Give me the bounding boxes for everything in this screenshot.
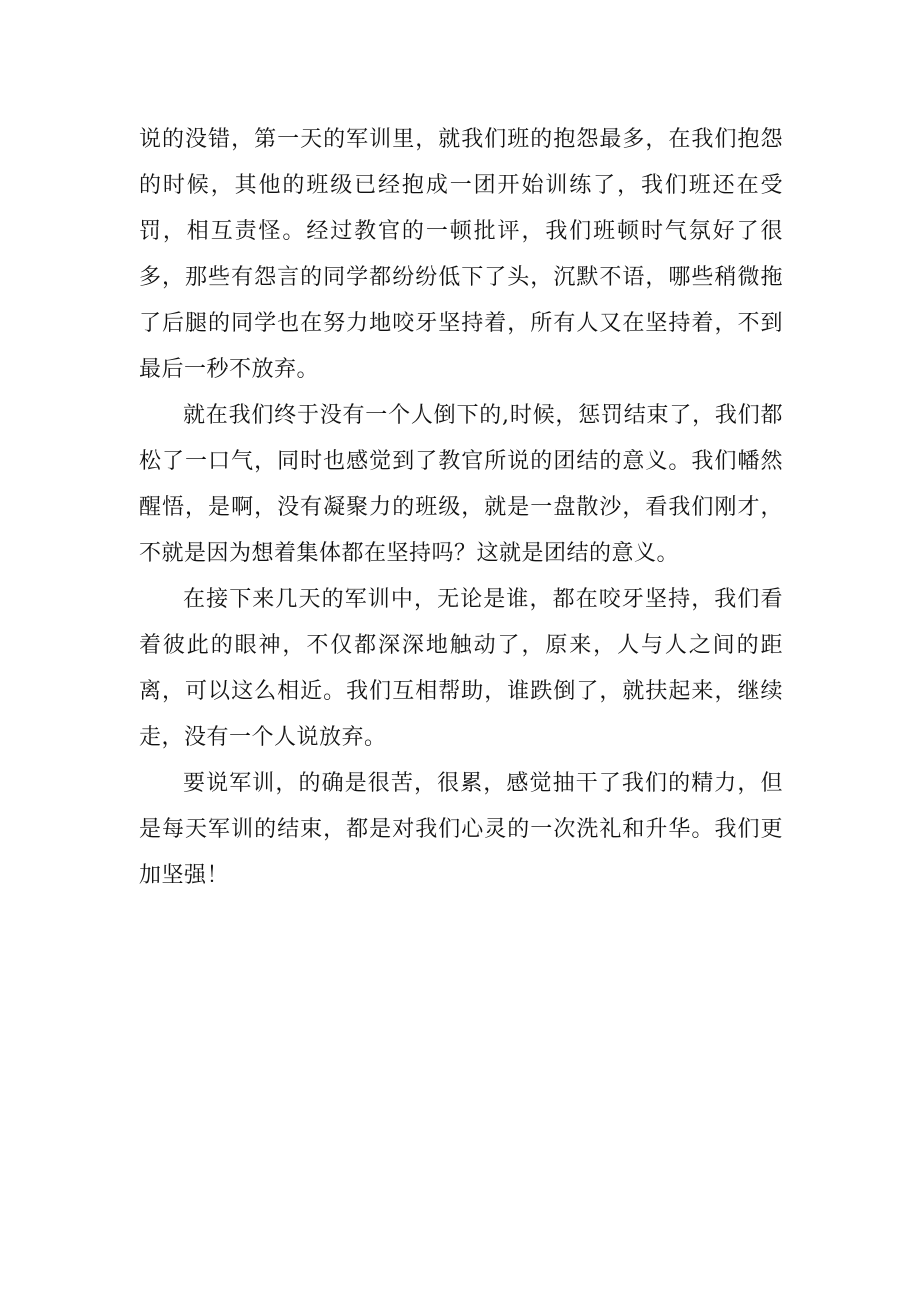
paragraph-4: 要说军训，的确是很苦，很累，感觉抽干了我们的精力，但是每天军训的结束，都是对我们心灵的一次洗礼和升华。我们更加坚强！ [139,771,783,888]
paragraph-1: 说的没错，第一天的军训里，就我们班的抱怨最多，在我们抱怨的时候，其他的班级已经抱成一团开始训练了，我们班还在受罚，相互责怪。经过教官的一顿批评，我们班顿时气氛好了很多，那些有怨言的同学都纷纷低下了头，沉默不语，哪些稍微拖了后腿的同学也在努力地咬牙坚持着，所有人又在坚持着，不到最后一秒不放弃。 [139,127,783,382]
document-body [139,117,783,899]
paragraph-2: 就在我们终于没有一个人倒下的,时候，惩罚结束了，我们都松了一口气，同时也感觉到了教官所说的团结的意义。我们幡然醒悟，是啊，没有凝聚力的班级，就是一盘散沙，看我们刚才，不就是因为想着集体都在坚持吗？这就是团结的意义。 [139,403,783,566]
paragraph-3: 在接下来几天的军训中，无论是谁，都在咬牙坚持，我们看着彼此的眼神，不仅都深深地触动了，原来，人与人之间的距离，可以这么相近。我们互相帮助，谁跌倒了，就扶起来，继续走，没有一个人说放弃。 [139,587,783,750]
